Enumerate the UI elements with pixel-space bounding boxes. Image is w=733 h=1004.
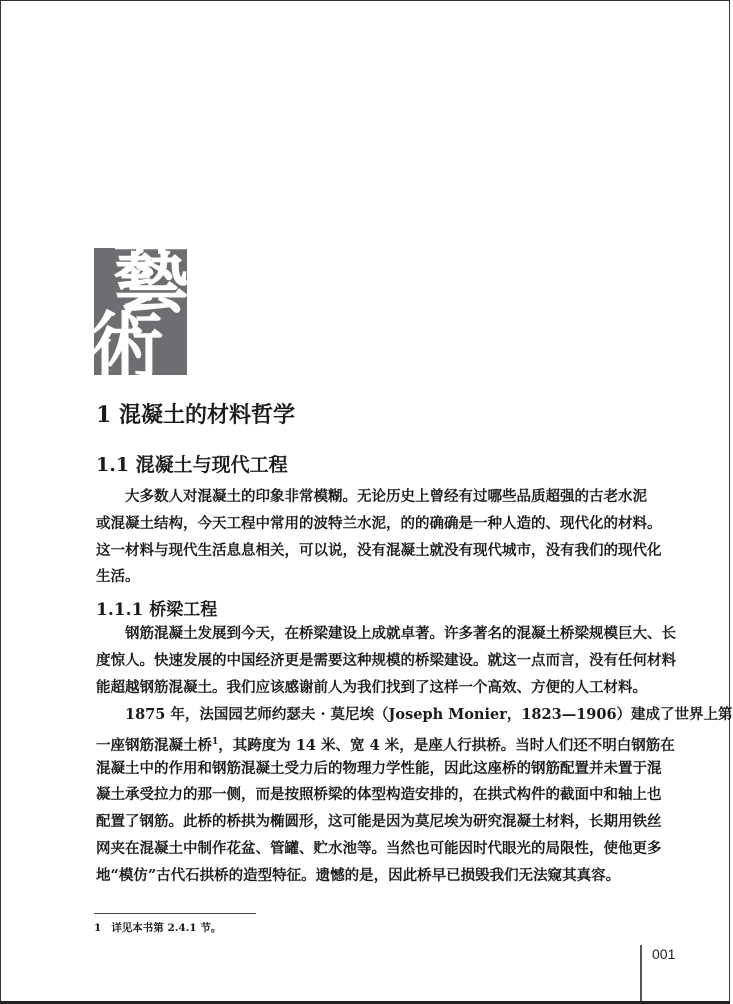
logo-char: 藝 [112,233,191,324]
text-line: 混凝土中的作用和钢筋混凝土受力后的物理力学性能，因此这座桥的钢筋配置并未置于混 [96,759,662,777]
text-segment: ，其跨度为 14 米、宽 4 米，是座人行拱桥。当时人们还不明白钢筋在 [218,736,675,754]
footnote-ref[interactable]: 1 [212,736,219,747]
text-line: 这一材料与现代生活息息相关，可以说，没有混凝土就没有现代城市，没有我们的现代化 [96,541,662,559]
footnote [94,920,221,935]
footnote-divider [94,913,256,914]
text-line [96,729,675,756]
text-line: 1875 年，法国园艺师约瑟夫 · 莫尼埃（Joseph Monier，1823—1906）建成了世界上第 [125,706,733,723]
footnote-text: 详见本书第 2.4.1 节。 [111,922,222,934]
text-line: 配置了钢筋。此桥的桥拱为椭圆形，这可能是因为莫尼埃为研究混凝土材料，长期用铁丝 [96,813,662,831]
text-line: 钢筋混凝土发展到今天，在桥梁建设上成就卓著。许多著名的混凝土桥梁规模巨大、长 [125,625,676,642]
text-line: 能超越钢筋混凝土。我们应该感谢前人为我们找到了这样一个高效、方便的人工材料。 [96,678,647,696]
paragraph-1 [96,484,662,591]
chapter-logo [90,233,191,390]
text-line: 生活。 [96,568,140,586]
chapter-title: 1 混凝土的材料哲学 [96,402,295,428]
text-line: 地“模仿”古代石拱桥的造型特征。遗憾的是，因此桥早已损毁我们无法窥其真容。 [96,866,621,884]
text-line: 网夹在混凝土中制作花盆、管罐、贮水池等。当然也可能因时代眼光的局限性，使他更多 [96,839,662,857]
paragraph-2 [96,621,676,701]
logo-char: 術 [90,304,164,390]
text-line: 或混凝土结构，今天工程中常用的波特兰水泥，的的确确是一种人造的、现代化的材料。 [96,514,662,532]
text-line: 凝土承受拉力的那一侧，而是按照桥梁的体型构造安排的，在拱式构件的截面中和轴上也 [96,786,662,804]
paragraph-3 [96,702,733,890]
text-line: 大多数人对混凝土的印象非常模糊。无论历史上曾经有过哪些品质超强的古老水泥 [125,488,647,505]
footnote-number: 1 [94,922,102,934]
text-line: 度惊人。快速发展的中国经济更是需要这种规模的桥梁建设。就这一点而言，没有任何材料 [96,651,676,669]
subsection-title: 1.1.1 桥梁工程 [96,600,218,620]
text-segment: 一座钢筋混凝土桥 [96,736,212,754]
page-number: 001 [652,946,676,962]
section-title: 1.1 混凝土与现代工程 [96,454,288,476]
page-number-rule [640,945,642,1001]
